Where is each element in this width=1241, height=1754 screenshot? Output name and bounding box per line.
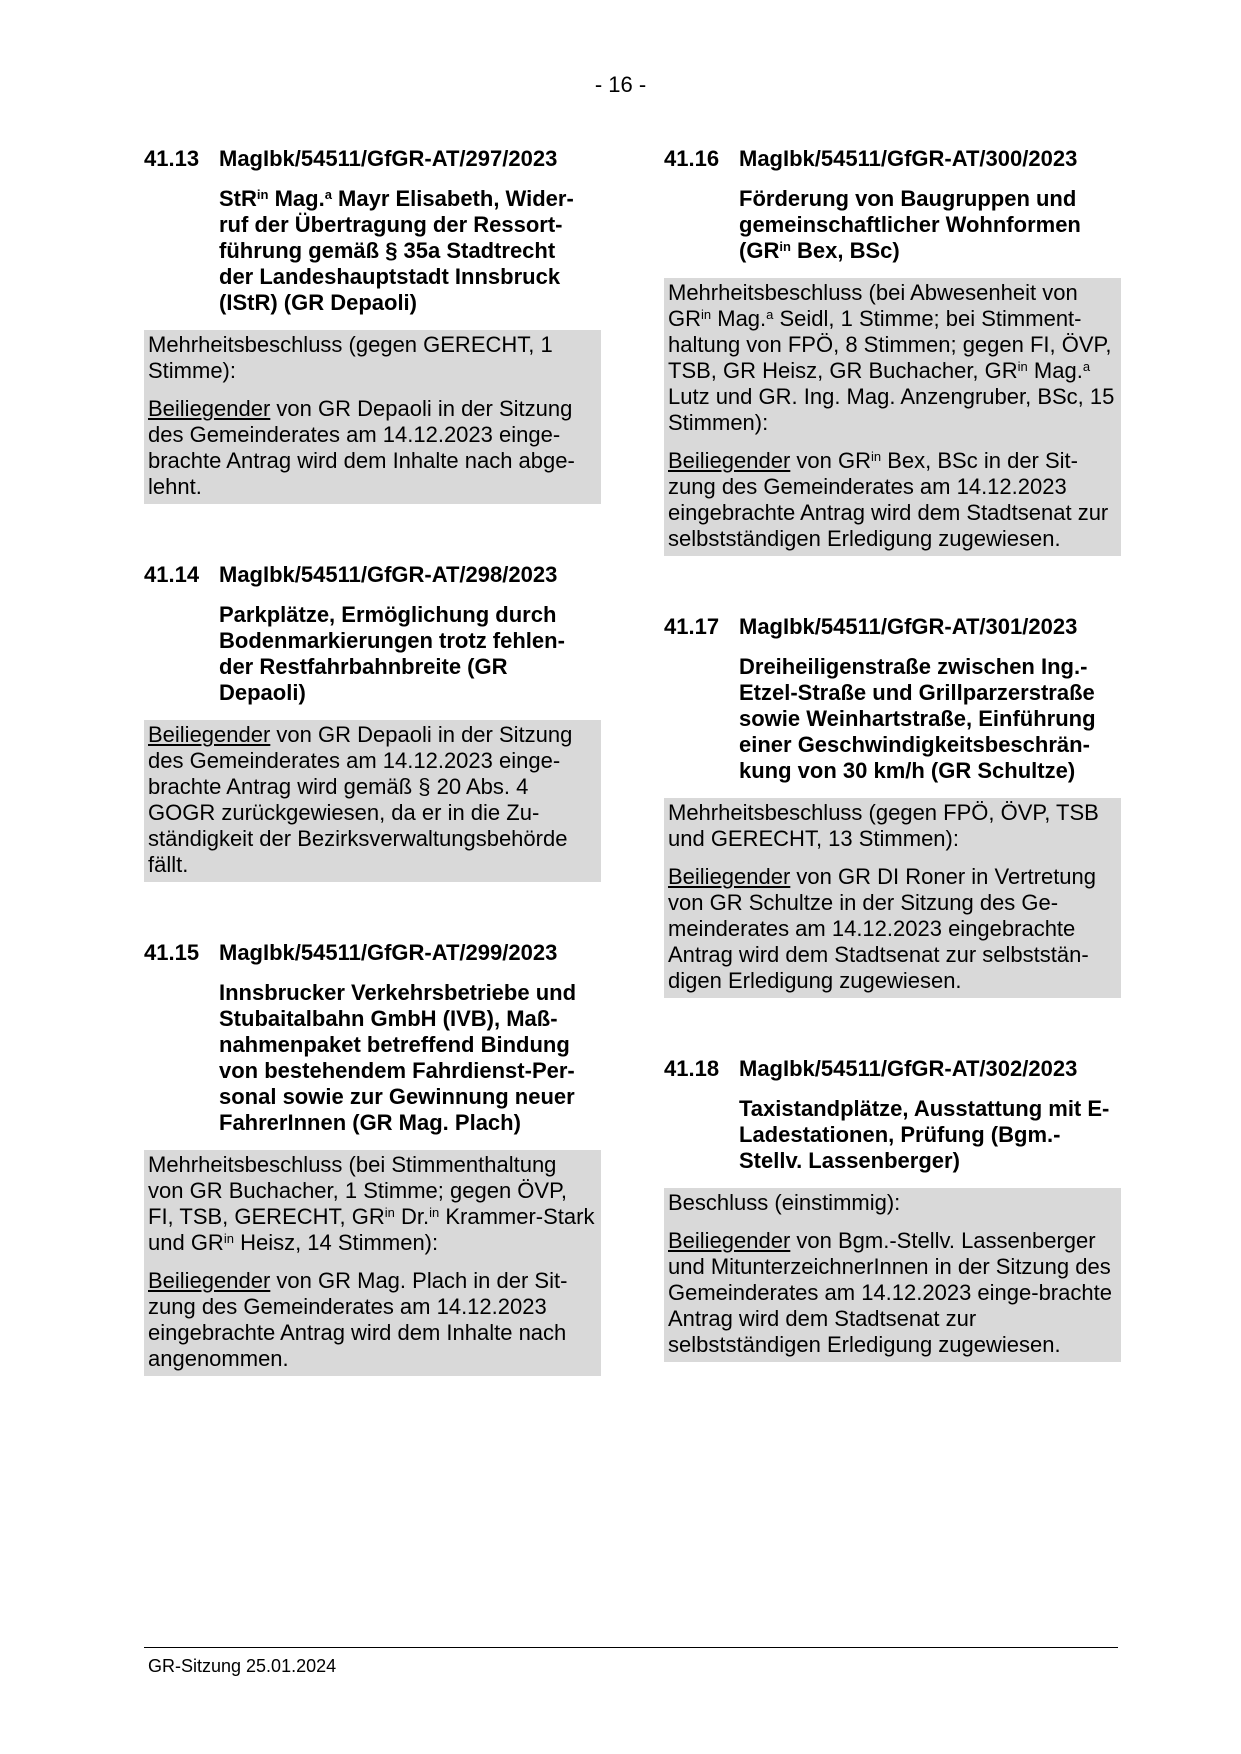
page-number: - 16 -	[594, 72, 647, 97]
item-number: 41.14	[144, 562, 200, 587]
item-reference: MagIbk/54511/GfGR-AT/302/2023	[739, 1056, 1078, 1081]
item-reference: MagIbk/54511/GfGR-AT/301/2023	[739, 614, 1078, 639]
resolution-box	[664, 1188, 1121, 1362]
item-title: Förderung von Baugruppen und gemeinschaftlicher Wohnformen ($GR^{in}$ Bex, BSc)	[739, 186, 1081, 263]
item-title: Taxistandplätze, Ausstattung mit E-Ladestationen, Prüfung (Bgm.-Stellv. Lassenberger)	[739, 1096, 1110, 1173]
resolution-text: Beschluss (einstimmig):	[668, 1190, 901, 1215]
resolution-text: Mehrheitsbeschluss (gegen GERECHT, 1 Stimme):	[148, 332, 553, 383]
item-reference: MagIbk/54511/GfGR-AT/299/2023	[219, 940, 558, 965]
resolution-text: Mehrheitsbeschluss (gegen FPÖ, ÖVP, TSB und GERECHT, 13 Stimmen):	[668, 800, 1099, 851]
resolution-body: Beiliegender von GR Mag. Plach in der Sit-zung des Gemeinderates am 14.12.2023 eingebrachte Antrag wird dem Inhalte nach angenommen.	[148, 1268, 568, 1371]
agenda-item-41-13	[144, 146, 601, 504]
resolution-text: Mehrheitsbeschluss (bei Abwesenheit von $GR^{in}$ Mag.$^a$ Seidl, 1 Stimme; bei Stimment-haltung von FPÖ, 8 Stimmen; gegen FI, ÖVP, TSB, GR Heisz, GR Buchacher, $GR^{in}$ Mag.$^a$ Lutz und GR. Ing. Mag. Anzengruber, BSc, 15 Stimmen):	[668, 280, 1115, 435]
footer-divider	[144, 1647, 1118, 1648]
resolution-body: Beiliegender von $GR^{in}$ Bex, BSc in der Sit-zung des Gemeinderates am 14.12.2023 eingebrachte Antrag wird dem Stadtsenat zur selbstständigen Erledigung zugewiesen.	[668, 448, 1109, 551]
item-title: Parkplätze, Ermöglichung durch Bodenmarkierungen trotz fehlen-der Restfahrbahnbreite (GR Depaoli)	[219, 602, 565, 705]
footer-text: GR-Sitzung 25.01.2024	[148, 1656, 337, 1676]
item-number: 41.15	[144, 940, 200, 965]
agenda-item-41-16	[664, 146, 1121, 556]
resolution-body: Beiliegender von GR Depaoli in der Sitzung des Gemeinderates am 14.12.2023 einge-brachte Antrag wird gemäß § 20 Abs. 4 GOGR zurückgewiesen, da er in die Zu-ständigkeit der Bezirksverwaltungsbehörde fällt.	[148, 722, 573, 877]
item-reference: MagIbk/54511/GfGR-AT/297/2023	[219, 146, 558, 171]
item-title: StR$^{in}$ Mag.$^a$ Mayr Elisabeth, Wider-ruf der Übertragung der Ressort-führung gemäß § 35a Stadtrecht der Landeshauptstadt Innsbruck (IStR) (GR Depaoli)	[219, 186, 574, 315]
resolution-text: Mehrheitsbeschluss (bei Stimmenthaltung von GR Buchacher, 1 Stimme; gegen ÖVP, FI, TSB, GERECHT, $GR^{in}$ Dr.$^{in}$ Krammer-Stark und $GR^{in}$ Heisz, 14 Stimmen):	[148, 1152, 595, 1255]
resolution-box	[144, 1150, 601, 1376]
resolution-body: Beiliegender von Bgm.-Stellv. Lassenberger und MitunterzeichnerInnen in der Sitzung des Gemeinderates am 14.12.2023 einge-brachte Antrag wird dem Stadtsenat zur selbstständigen Erledigung zugewiesen.	[668, 1228, 1112, 1357]
resolution-body: Beiliegender von GR DI Roner in Vertretung von GR Schultze in der Sitzung des Ge-meinderates am 14.12.2023 eingebrachte Antrag wird dem Stadtsenat zur selbststän-digen Erledigung zugewiesen.	[668, 864, 1097, 993]
item-number: 41.17	[664, 614, 720, 639]
resolution-body: Beiliegender von GR Depaoli in der Sitzung des Gemeinderates am 14.12.2023 einge-brachte Antrag wird dem Inhalte nach abge-lehnt.	[148, 396, 575, 499]
item-number: 41.18	[664, 1056, 720, 1081]
agenda-item-41-17	[664, 614, 1121, 998]
resolution-box	[144, 330, 601, 504]
agenda-item-41-15	[144, 940, 601, 1376]
item-reference: MagIbk/54511/GfGR-AT/300/2023	[739, 146, 1078, 171]
item-title: Innsbrucker Verkehrsbetriebe und Stubaitalbahn GmbH (IVB), Maß-nahmenpaket betreffend Bindung von bestehendem Fahrdienst-Per-sonal sowie zur Gewinnung neuer FahrerInnen (GR Mag. Plach)	[219, 980, 577, 1135]
item-number: 41.13	[144, 146, 200, 171]
item-number: 41.16	[664, 146, 720, 171]
right-column	[664, 146, 1121, 1420]
left-column	[144, 146, 601, 1434]
item-title: Dreiheiligenstraße zwischen Ing.-Etzel-Straße und Grillparzerstraße sowie Weinhartstraße, Einführung einer Geschwindigkeitsbeschrän-kung von 30 km/h (GR Schultze)	[739, 654, 1096, 783]
item-reference: MagIbk/54511/GfGR-AT/298/2023	[219, 562, 558, 587]
resolution-box	[144, 720, 601, 882]
agenda-item-41-14	[144, 562, 601, 882]
resolution-box	[664, 798, 1121, 998]
agenda-item-41-18	[664, 1056, 1121, 1362]
resolution-box	[664, 278, 1121, 556]
